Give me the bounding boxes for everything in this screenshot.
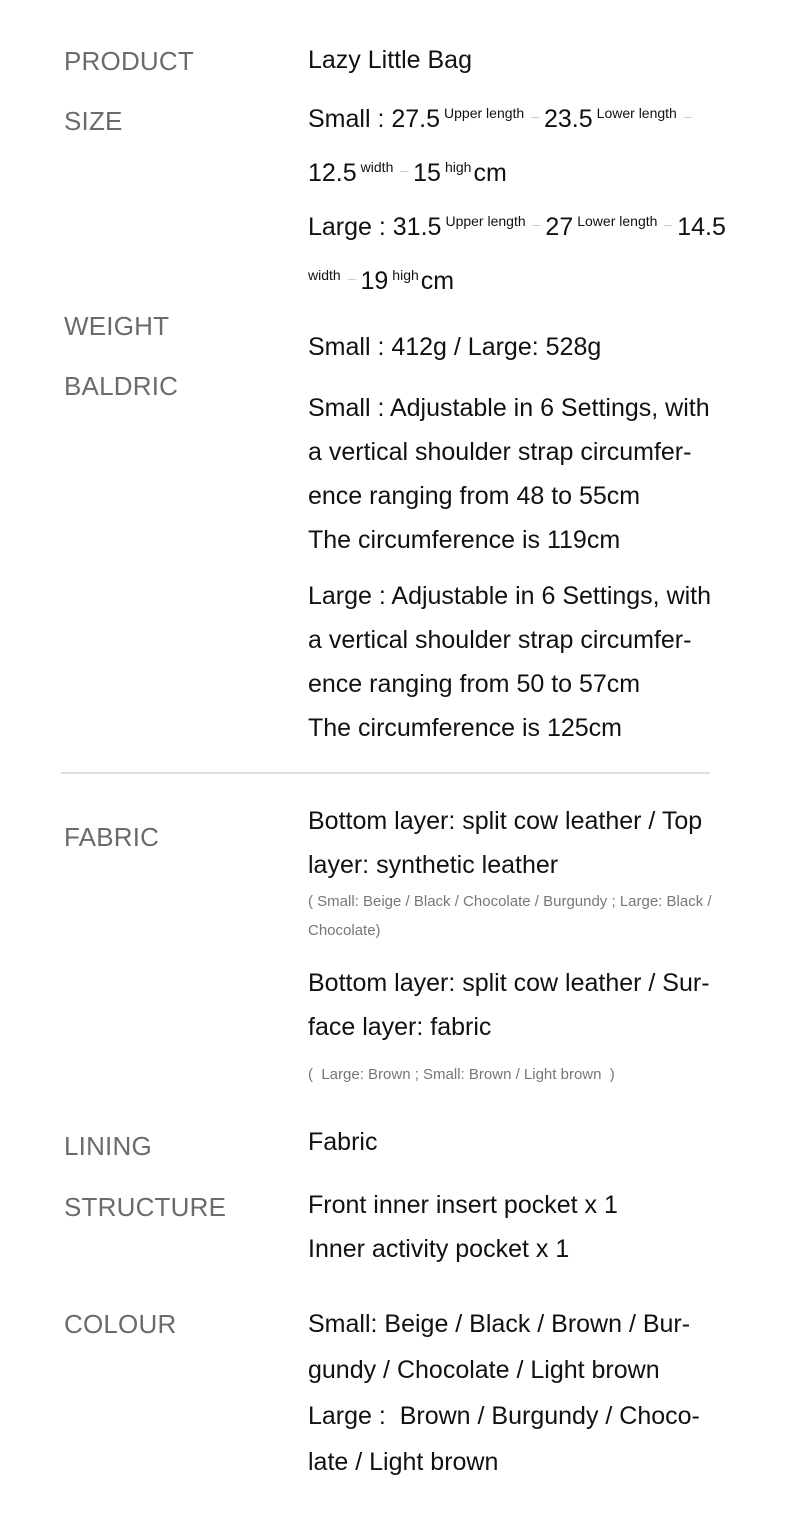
fabric-label: FABRIC: [64, 822, 160, 852]
high-caption: high: [392, 267, 419, 283]
structure-item: Front inner insert pocket x 1: [308, 1191, 618, 1219]
size-large-upper-value: 31.5: [392, 213, 442, 241]
lower-length-caption: Lower length: [596, 105, 677, 121]
weight-label: WEIGHT: [64, 311, 170, 341]
fabric-option-1-line: layer: synthetic leather: [308, 851, 559, 879]
upper-length-caption: Upper length: [444, 105, 525, 121]
size-label: SIZE: [64, 106, 123, 136]
baldric-large-line: The circumference is 125cm: [308, 714, 623, 742]
upper-length-caption: Upper length: [445, 213, 526, 229]
weight-value: Small : 412g / Large: 528g: [308, 333, 602, 361]
size-small-line-1: [308, 105, 697, 134]
fabric-option-2-line: face layer: fabric: [308, 1013, 492, 1041]
separator-dash: –: [683, 108, 692, 124]
colour-label: COLOUR: [64, 1309, 177, 1339]
structure-label: STRUCTURE: [64, 1192, 227, 1222]
colour-line: Large : Brown / Burgundy / Choco-: [308, 1402, 700, 1430]
size-large-lower-value: 27: [545, 213, 574, 241]
size-small-prefix: Small :: [308, 105, 392, 133]
fabric-option-1: [308, 799, 702, 887]
baldric-small: [308, 386, 710, 562]
structure-list: [308, 1183, 618, 1271]
separator-dash: –: [531, 108, 539, 124]
baldric-small-line: The circumference is 119cm: [308, 526, 621, 554]
fabric-option-1-note-line: ( Small: Beige / Black / Chocolate / Burgundy ; Large: Black /: [308, 893, 712, 910]
width-caption: width: [360, 159, 394, 175]
fabric-option-2-note: ( Large: Brown ; Small: Brown / Light brown ): [308, 1066, 615, 1083]
structure-item: Inner activity pocket x 1: [308, 1235, 570, 1263]
separator-dash: –: [347, 270, 356, 286]
fabric-option-1-line: Bottom layer: split cow leather / Top: [308, 807, 703, 835]
size-large-prefix: Large :: [308, 213, 393, 241]
baldric-small-line: ence ranging from 48 to 55cm: [308, 482, 641, 510]
size-small-upper-value: 27.5: [391, 105, 441, 133]
lining-label: LINING: [64, 1131, 152, 1161]
width-caption: width: [308, 267, 341, 283]
baldric-large: [308, 574, 711, 750]
size-large-line-2: [308, 267, 454, 296]
baldric-large-line: ence ranging from 50 to 57cm: [308, 670, 641, 698]
baldric-label: BALDRIC: [64, 371, 179, 401]
lining-value: Fabric: [308, 1128, 378, 1156]
colour-line: late / Light brown: [308, 1448, 499, 1476]
size-small-width-value: 12.5: [308, 159, 357, 187]
fabric-option-2-line: Bottom layer: split cow leather / Sur-: [308, 969, 710, 997]
size-large-line-1: [308, 213, 726, 242]
high-caption: high: [444, 159, 472, 175]
fabric-option-1-note: [308, 887, 758, 945]
unit-cm: cm: [473, 159, 507, 187]
colour-list: [308, 1301, 700, 1485]
size-large-high-value: 19: [360, 267, 389, 295]
colour-line: gundy / Chocolate / Light brown: [308, 1356, 660, 1384]
separator-dash: –: [400, 162, 409, 178]
colour-line: Small: Beige / Black / Brown / Bur-: [308, 1310, 691, 1338]
product-value: Lazy Little Bag: [308, 46, 472, 74]
product-label: PRODUCT: [64, 46, 194, 76]
separator-dash: –: [664, 216, 673, 232]
unit-cm: cm: [420, 267, 455, 295]
baldric-large-line: a vertical shoulder strap circumfer-: [308, 626, 692, 654]
size-small-lower-value: 23.5: [544, 105, 593, 133]
baldric-small-line: a vertical shoulder strap circumfer-: [308, 438, 692, 466]
fabric-option-1-note-line: Chocolate): [308, 922, 381, 939]
fabric-option-2: [308, 961, 710, 1049]
size-small-line-2: [308, 159, 507, 188]
size-large-width-value: 14.5: [677, 213, 726, 241]
size-small-high-value: 15: [413, 159, 441, 187]
baldric-large-line: Large : Adjustable in 6 Settings, with: [308, 582, 712, 610]
baldric-small-line: Small : Adjustable in 6 Settings, with: [308, 394, 710, 422]
separator-dash: –: [532, 216, 541, 232]
lower-length-caption: Lower length: [577, 213, 658, 229]
section-divider: [61, 772, 710, 774]
